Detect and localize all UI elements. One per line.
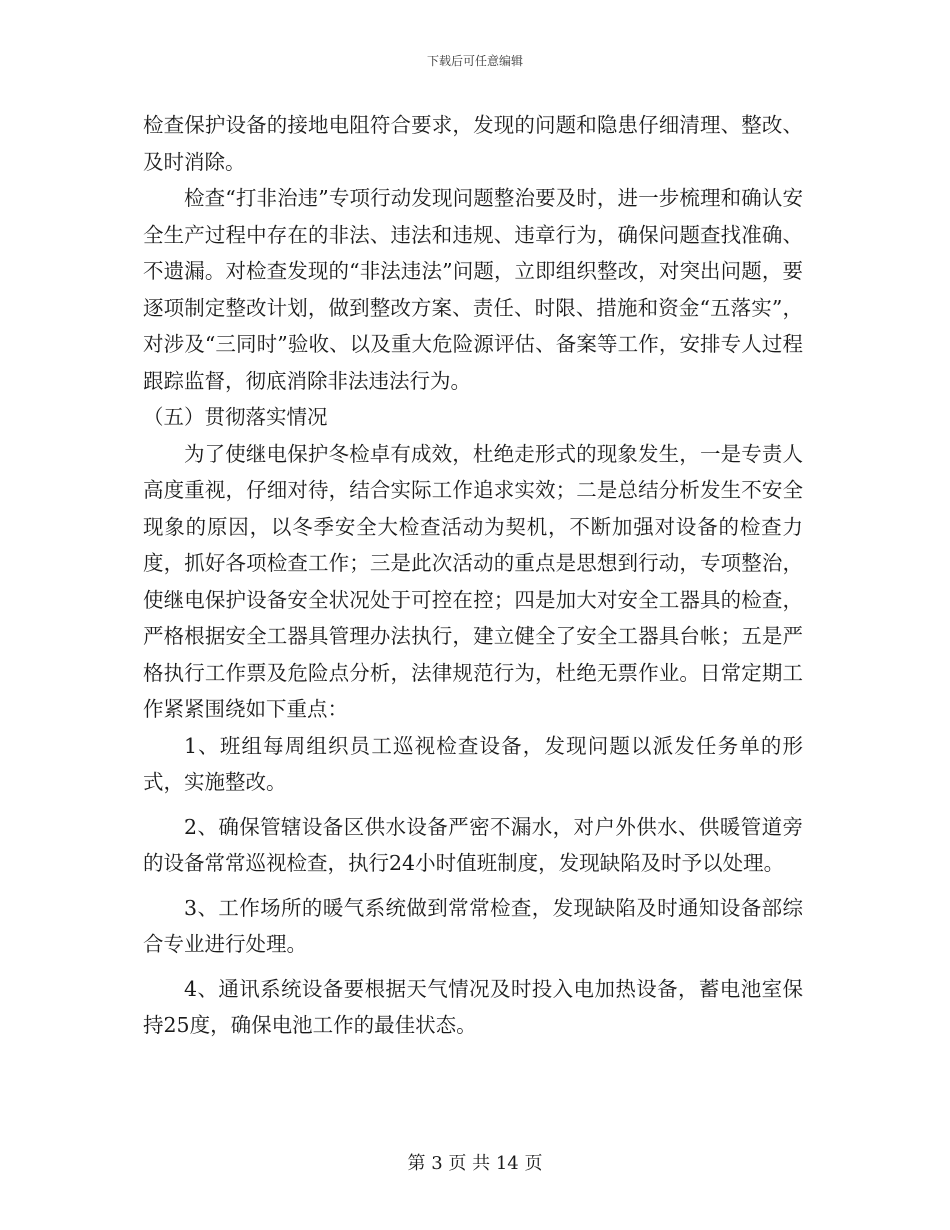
document-body [143, 107, 803, 1044]
page-footer-number: 第 3 页 共 14 页 [407, 1153, 543, 1174]
paragraph-illegal-rectification: 检查“打非治违”专项行动发现问题整治要及时，进一步梳理和确认安全生产过程中存在的非法、违法和违规、违章行为，确保问题查找准确、不遗漏。对检查发现的“非法违法”问题，立即组织整改，对突出问题，要逐项制定整改计划，做到整改方案、责任、时限、措施和资金“五落实”，对涉及“三同时”验收、以及重大危险源评估、备案等工作，安排专人过程跟踪监督，彻底消除非法违法行为。 [143, 186, 803, 393]
page-header-note: 下载后可任意编辑 [426, 54, 523, 68]
list-item-water-supply: 2、确保管辖设备区供水设备严密不漏水，对户外供水、供暖管道旁的设备常常巡视检查，执行24小时值班制度，发现缺陷及时予以处理。 [143, 814, 803, 875]
list-item-heating-system: 3、工作场所的暖气系统做到常常检查，发现缺陷及时通知设备部综合专业进行处理。 [143, 895, 803, 956]
paragraph-grounding-check: 检查保护设备的接地电阻符合要求，发现的问题和隐患仔细清理、整改、及时消除。 [143, 113, 803, 174]
list-item-weekly-inspection: 1、班组每周组织员工巡视检查设备，发现问题以派发任务单的形式，实施整改。 [143, 733, 803, 794]
list-item-communication-system: 4、通讯系统设备要根据天气情况及时投入电加热设备，蓄电池室保持25度，确保电池工作的最佳状态。 [143, 976, 803, 1037]
section-heading-implementation: （五）贯彻落实情况 [143, 405, 328, 429]
paragraph-implementation-details: 为了使继电保护冬检卓有成效，杜绝走形式的现象发生，一是专责人高度重视，仔细对待，结合实际工作追求实效；二是总结分析发生不安全现象的原因，以冬季安全大检查活动为契机，不断加强对设备的检查力度，抓好各项检查工作；三是此次活动的重点是思想到行动，专项整治，使继电保护设备安全状况处于可控在控；四是加大对安全工器具的检查，严格根据安全工器具管理办法执行，建立健全了安全工器具台帐；五是严格执行工作票及危险点分析，法律规范行为，杜绝无票作业。日常定期工作紧紧围绕如下重点： [143, 441, 803, 721]
